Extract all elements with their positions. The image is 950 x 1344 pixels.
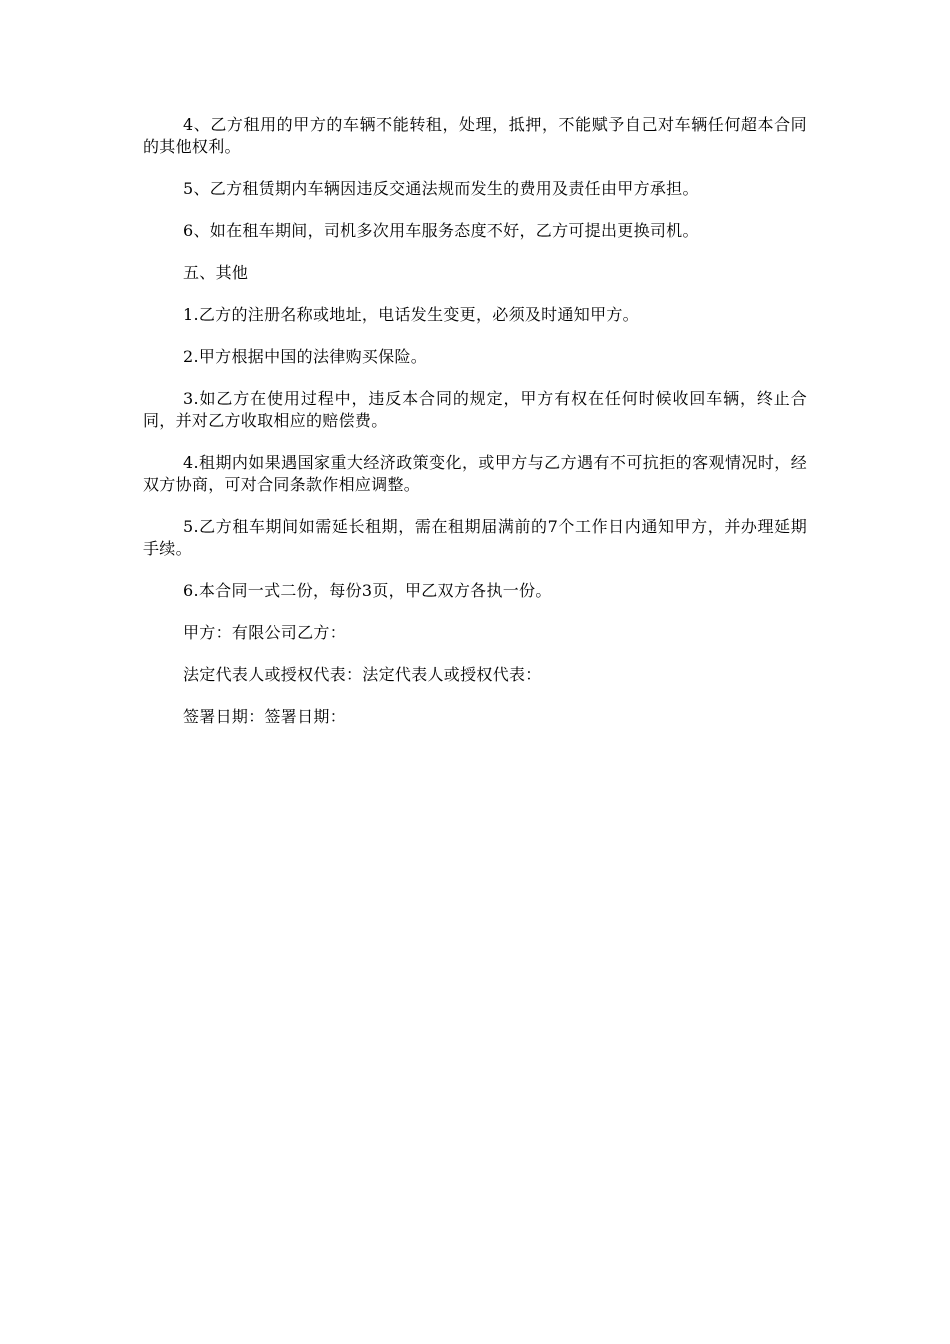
other-clause-2: 2.甲方根据中国的法律购买保险。 [183, 347, 428, 366]
signature-parties: 甲方：有限公司乙方： [183, 623, 347, 642]
section-heading-other: 五、其他 [183, 263, 249, 282]
signature-dates: 签署日期：签署日期： [183, 707, 347, 726]
other-clause-3: 3.如乙方在使用过程中，违反本合同的规定，甲方有权在任何时候收回车辆，终止合同，并对乙方收取相应的赔偿费。 [143, 389, 807, 430]
clause-5-traffic-violations: 5、乙方租赁期内车辆因违反交通法规而发生的费用及责任由甲方承担。 [183, 179, 699, 198]
other-clause-4: 4.租期内如果遇国家重大经济政策变化，或甲方与乙方遇有不可抗拒的客观情况时，经双方协商，可对合同条款作相应调整。 [143, 453, 807, 494]
other-clause-1: 1.乙方的注册名称或地址，电话发生变更，必须及时通知甲方。 [183, 305, 639, 324]
clause-6-driver-replacement: 6、如在租车期间，司机多次用车服务态度不好，乙方可提出更换司机。 [183, 221, 699, 240]
clause-4-no-sublease: 4、乙方租用的甲方的车辆不能转租，处理，抵押，不能赋予自己对车辆任何超本合同的其他权利。 [143, 115, 807, 156]
other-clause-6: 6.本合同一式二份，每份3页，甲乙双方各执一份。 [183, 581, 552, 600]
other-clause-5: 5.乙方租车期间如需延长租期，需在租期届满前的7个工作日内通知甲方，并办理延期手续。 [143, 517, 807, 558]
signature-representatives: 法定代表人或授权代表：法定代表人或授权代表： [183, 665, 542, 684]
document-body [143, 114, 807, 748]
